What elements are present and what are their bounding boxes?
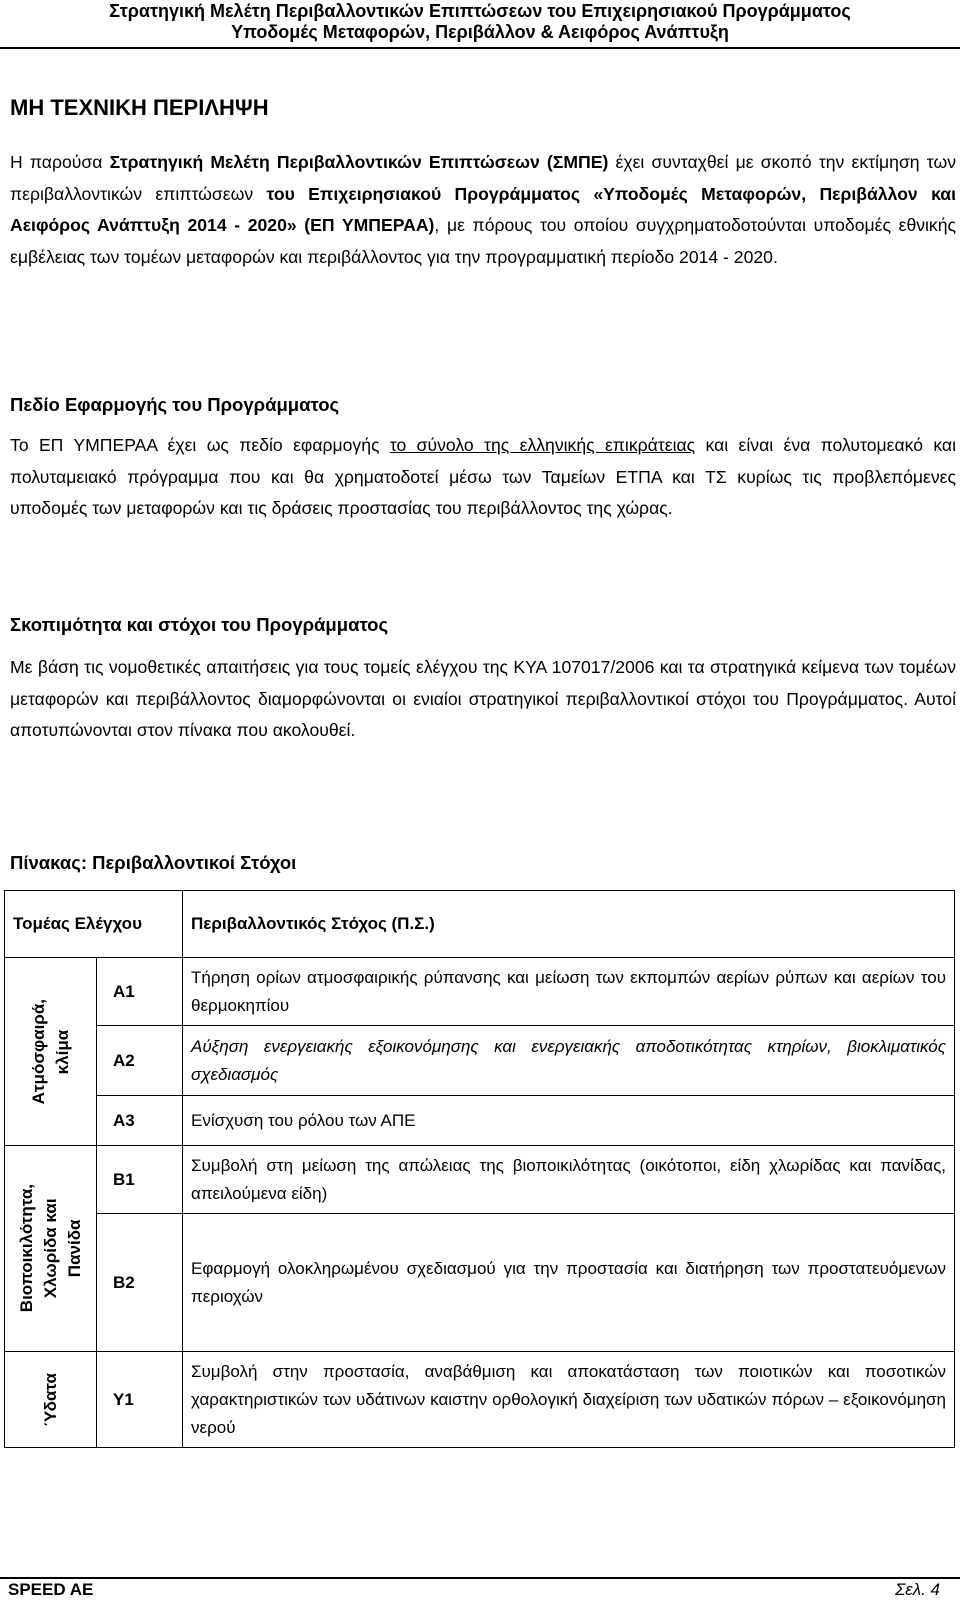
environmental-goals-table bbox=[4, 890, 955, 1448]
table-row bbox=[5, 1026, 955, 1096]
section-heading-goals: Σκοπιμότητα και στόχοι του Προγράμματος bbox=[10, 614, 389, 635]
goal-code: Α1 bbox=[97, 958, 183, 1026]
goals-paragraph: Με βάση τις νομοθετικές απαιτήσεις για τους τομείς ελέγχου της ΚΥΑ 107017/2006 και τα στρατηγικά κείμενα των τομέων μεταφορών και περιβάλλοντος διαμορφώνονται οι ενιαίοι στρατηγικοί περιβαλλοντικοί στόχοι του Προγράμματος. Αυτοί αποτυπώνονται στον πίνακα που ακολουθεί. bbox=[10, 657, 956, 740]
header-line-2: Υποδομές Μεταφορών, Περιβάλλον & Αειφόρος Ανάπτυξη bbox=[231, 22, 729, 42]
footer-page-number: Σελ. 4 bbox=[895, 1580, 940, 1599]
table-row bbox=[5, 958, 955, 1026]
sector-biodiversity bbox=[5, 1146, 97, 1352]
page-title: ΜΗ ΤΕΧΝΙΚΗ ΠΕΡΙΛΗΨΗ bbox=[10, 95, 269, 120]
sector-air bbox=[5, 958, 97, 1146]
sector-water-label: Ύδατα bbox=[40, 1372, 60, 1427]
table-row bbox=[5, 1352, 955, 1448]
goal-text: Συμβολή στην προστασία, αναβάθμιση και αποκατάσταση των ποιοτικών και ποσοτικών χαρακτηριστικών των υδάτινων καιστην ορθολογική διαχείριση των υδατικών πόρων – εξοικονόμηση νερού bbox=[183, 1352, 955, 1448]
table-row bbox=[5, 1096, 955, 1146]
sector-biodiversity-label: Βιοποικιλότητα, Χλωρίδα και Πανίδα bbox=[16, 1184, 84, 1313]
sector-water bbox=[5, 1352, 97, 1448]
scope-text-1: Το ΕΠ ΥΜΠΕΡΑΑ έχει ως πεδίο εφαρμογής bbox=[10, 435, 390, 455]
header-line-1: Στρατηγική Μελέτη Περιβαλλοντικών Επιπτώσεων του Επιχειρησιακού Προγράμματος bbox=[109, 1, 851, 21]
table-header-row bbox=[5, 891, 955, 958]
table-row bbox=[5, 1146, 955, 1214]
intro-text-2: έχει συνταχθεί με σκοπό την εκτίμηση των περιβαλλοντικών επιπτώσεων bbox=[10, 152, 956, 204]
goal-text: Τήρηση ορίων ατμοσφαιρικής ρύπανσης και μείωση των εκπομπών αερίων ρύπων και αερίων του θερμοκηπίου bbox=[183, 958, 955, 1026]
section-heading-scope: Πεδίο Εφαρμογής του Προγράμματος bbox=[10, 394, 340, 415]
intro-text-3: , με πόρους του οποίου συγχρηματοδοτούνται υποδομές εθνικής εμβέλειας των τομέων μεταφορών και περιβάλλοντος για την προγραμματική περίοδο 2014 - 2020. bbox=[10, 215, 956, 267]
goal-text: Εφαρμογή ολοκληρωμένου σχεδιασμού για την προστασία και διατήρηση των προστατευόμενων περιοχών bbox=[183, 1214, 955, 1352]
intro-text-1: Η παρούσα bbox=[10, 152, 110, 172]
intro-bold-2: του Επιχειρησιακού Προγράμματος «Υποδομές Μεταφορών, Περιβάλλον και Αειφόρος Ανάπτυξη 2014 - 2020» (ΕΠ ΥΜΠΕΡΑΑ) bbox=[10, 183, 956, 235]
goal-text: Ενίσχυση του ρόλου των ΑΠΕ bbox=[183, 1096, 955, 1146]
table-row bbox=[5, 1214, 955, 1352]
goal-code: Β2 bbox=[97, 1214, 183, 1352]
goal-code: Α2 bbox=[97, 1026, 183, 1096]
page-header bbox=[0, 0, 960, 49]
footer-company: SPEED AE bbox=[8, 1580, 94, 1599]
header-sector: Τομέας Ελέγχου bbox=[5, 891, 183, 958]
scope-underlined: το σύνολο της ελληνικής επικράτειας bbox=[389, 435, 696, 455]
scope-text-2: και είναι ένα πολυτομεακό και πολυταμειακό πρόγραμμα που και θα χρηματοδοτεί μέσω των Ταμείων ΕΤΠΑ και ΤΣ κυρίως τις προβλεπόμενες υποδομές των μεταφορών και τις δράσεις προστασίας του περιβάλλοντος της χώρας. bbox=[10, 435, 957, 518]
goal-code: Υ1 bbox=[97, 1352, 183, 1448]
goal-code: Β1 bbox=[97, 1146, 183, 1214]
intro-bold-1: Στρατηγική Μελέτη Περιβαλλοντικών Επιπτώσεων (ΣΜΠΕ) bbox=[109, 152, 609, 172]
table-caption: Πίνακας: Περιβαλλοντικοί Στόχοι bbox=[10, 852, 297, 873]
goal-text: Αύξηση ενεργειακής εξοικονόμησης και ενεργειακής αποδοτικότητας κτηρίων, βιοκλιματικός σχεδιασμός bbox=[183, 1026, 955, 1096]
sector-air-label: Ατμόσφαιρά, κλίμα bbox=[28, 998, 72, 1105]
goal-code: Α3 bbox=[97, 1096, 183, 1146]
header-goal: Περιβαλλοντικός Στόχος (Π.Σ.) bbox=[183, 891, 955, 958]
goal-text: Συμβολή στη μείωση της απώλειας της βιοποικιλότητας (οικότοποι, είδη χλωρίδας και πανίδας, απειλούμενα είδη) bbox=[183, 1146, 955, 1214]
scope-paragraph bbox=[10, 430, 956, 525]
intro-paragraph bbox=[10, 147, 956, 273]
page-footer bbox=[0, 1577, 960, 1602]
